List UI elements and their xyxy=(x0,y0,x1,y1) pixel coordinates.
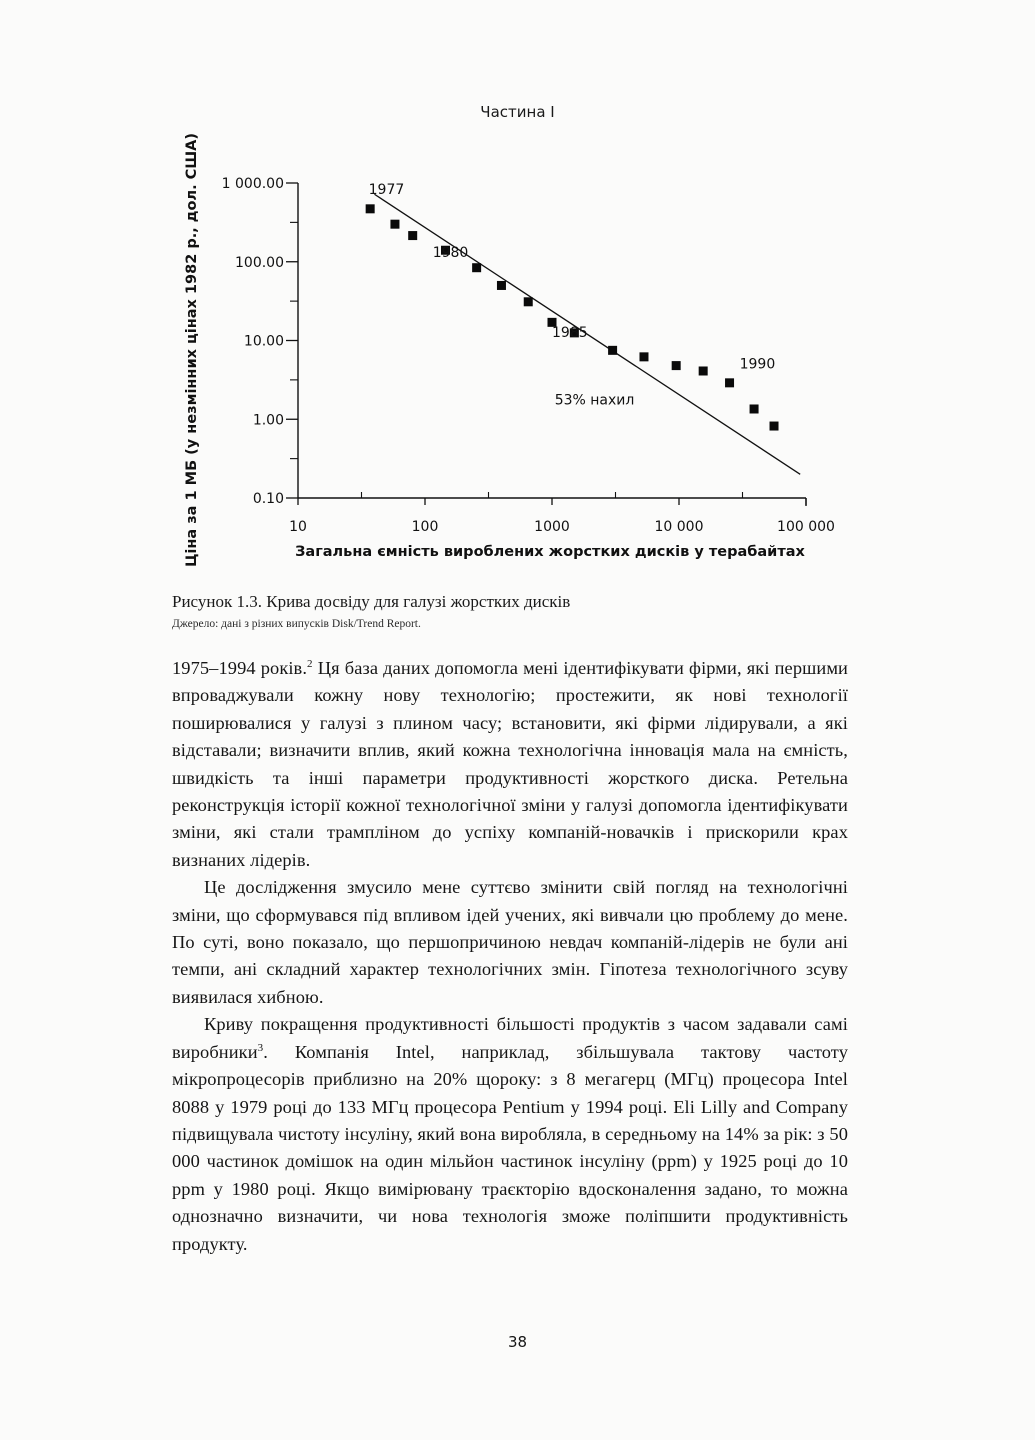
data-point xyxy=(770,422,779,431)
data-point xyxy=(472,263,481,272)
data-point xyxy=(366,204,375,213)
x-tick-label: 10 000 xyxy=(654,519,704,535)
data-point xyxy=(408,231,417,240)
paragraph-3-rest: . Компанія Intel, наприклад, збільшувала тактову частоту мікропроцесорів приблизно на 20% щороку: з 8 мегагерц (МГц) процесора Intel 8088 у 1979 році до 133 МГц процесора Pentium у 1994 році. Eli Lilly and Company підвищувала чистоту інсуліну, який вона виробляла, в середньому на 14% за рік: з 50 000 частинок домішок на один мільйон частинок інсуліну (ppm) у 1925 році до 10 ppm у 1980 році. Якщо вимірювану траєкторію вдосконалення задано, то можна однозначно визначити, чи нова технологія зможе поліпшити продуктивність продукту. xyxy=(172,1041,848,1254)
paragraph-1-rest: Ця база даних допомогла мені ідентифікувати фірми, які першими впроваджували кожну нову технологію; простежити, як нові технології поширювалися у галузі з плином часу; встановити, які фірми лідирували, а які відставали; визначити вплив, який кожна технологічна інновація мала на ємність, швидкість та інші параметри продуктивності жорсткого диска. Ретельна реконструкція історії кожної технологічної зміни у галузі допомогла ідентифікувати зміни, які стали трампліном до успіху компаній-новачків і прискорили крах визнаних лідерів. xyxy=(172,658,848,870)
data-point xyxy=(699,366,708,375)
chart-annotation: 1990 xyxy=(739,356,776,373)
data-point xyxy=(639,352,648,361)
y-tick-label: 0.10 xyxy=(252,491,284,507)
y-tick-label: 100.00 xyxy=(235,254,284,271)
chart-annotation: 53% нахил xyxy=(554,392,635,409)
x-tick-label: 1000 xyxy=(534,519,570,535)
chart-annotation: 1977 xyxy=(368,182,405,199)
x-axis-title: Загальна ємність вироблених жорстких дисків у терабайтах xyxy=(295,544,805,560)
chart-annotation: 1985 xyxy=(552,325,588,342)
paragraph-3 xyxy=(172,1011,848,1258)
paragraph-2: Це дослідження змусило мене суттєво змінити свій погляд на технологічні зміни, що сформувався під впливом ідей учених, які вивчали цю проблему до мене. По суті, воно показало, що першопричиною невдач компаній-лідерів не були ані темпи, ані складний характер технологічних змін. Гіпотеза технологічного зсуву виявилася хибною. xyxy=(172,877,848,1007)
page-number: 38 xyxy=(507,1333,528,1351)
data-point xyxy=(497,281,506,290)
experience-curve-chart xyxy=(0,0,1035,580)
data-point xyxy=(390,220,399,229)
x-tick-label: 100 xyxy=(411,519,439,535)
running-head: Частина I xyxy=(480,103,555,121)
data-point xyxy=(725,378,734,387)
x-tick-label: 100 000 xyxy=(777,519,835,535)
data-point xyxy=(672,361,681,370)
footnote-ref-3[interactable]: 3 xyxy=(257,1041,264,1054)
y-tick-label: 10.00 xyxy=(243,333,284,350)
data-point xyxy=(750,404,759,413)
y-tick-label: 1 000.00 xyxy=(221,176,284,192)
y-tick-label: 1.00 xyxy=(252,412,284,429)
paragraph-3-start: Криву покращення продуктивності більшості продуктів з часом задавали самі виробники xyxy=(172,1014,848,1062)
paragraph-1 xyxy=(172,655,848,874)
x-tick-label: 10 xyxy=(289,519,307,535)
paragraph-1-start: 1975–1994 років. xyxy=(172,658,308,678)
data-point xyxy=(524,297,533,306)
y-axis-title: Ціна за 1 МБ (у незмінних цінах 1982 р., дол. США) xyxy=(184,132,200,568)
data-point xyxy=(608,346,617,355)
body-text xyxy=(172,655,848,1258)
chart-annotation: 1980 xyxy=(432,244,469,261)
figure-source: Джерело: дані з різних випусків Disk/Trend Report. xyxy=(172,618,421,630)
footnote-ref-2[interactable]: 2 xyxy=(307,657,313,670)
figure-caption: Рисунок 1.3. Крива досвіду для галузі жорстких дисків xyxy=(172,592,571,611)
